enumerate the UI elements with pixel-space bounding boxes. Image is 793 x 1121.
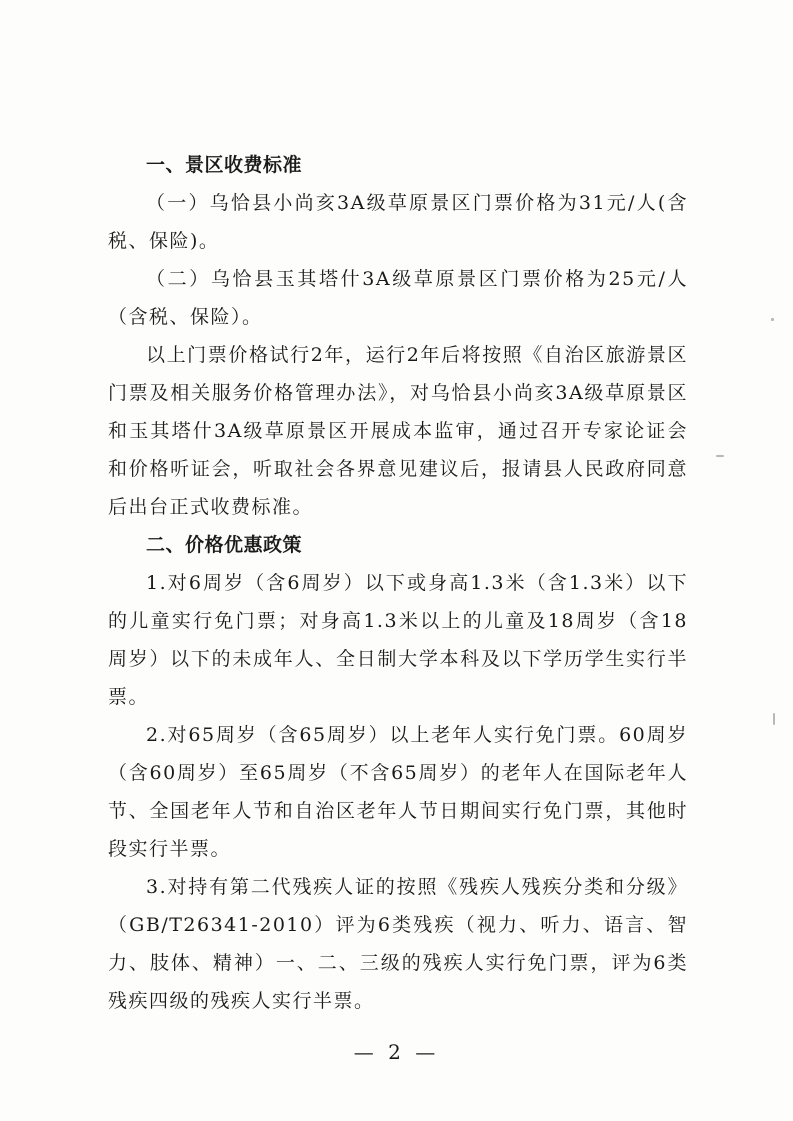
paragraph-disabled-policy: 3.对持有第二代残疾人证的按照《残疾人残疾分类和分级》（GB/T26341-2010）评为6类残疾（视力、听力、语言、智力、肢体、精神）一、二、三级的残疾人实行免门票，评为6类残疾四级的残疾人实行半票。 — [108, 876, 688, 1012]
document-body — [108, 146, 688, 1020]
scan-artifact — [773, 713, 775, 725]
section-heading-discounts: 二、价格优惠政策 — [146, 534, 303, 556]
paragraph-children-policy: 1.对6周岁（含6周岁）以下或身高1.3米（含1.3米）以下的儿童实行免门票；对身高1.3米以上的儿童及18周岁（含18周岁）以下的未成年人、全日制大学本科及以下学历学生实行半票。 — [108, 572, 688, 708]
page-number: — 2 — — [353, 1040, 440, 1064]
paragraph-elderly-policy: 2.对65周岁（含65周岁）以上老年人实行免门票。60周岁（含60周岁）至65周岁（不含65周岁）的老年人在国际老年人节、全国老年人节和自治区老年人节日期间实行免门票，其他时段实行半票。 — [108, 724, 688, 860]
section-heading-fees: 一、景区收费标准 — [146, 154, 303, 176]
paragraph-xiaoshanghai-price: （一）乌恰县小尚亥3A级草原景区门票价格为31元/人(含税、保险)。 — [108, 192, 688, 252]
scan-artifact — [771, 318, 774, 321]
paragraph-yuqitashi-price: （二）乌恰县玉其塔什3A级草原景区门票价格为25元/人（含税、保险）。 — [108, 268, 688, 328]
scan-artifact — [716, 455, 724, 457]
paragraph-trial-period: 以上门票价格试行2年，运行2年后将按照《自治区旅游景区门票及相关服务价格管理办法》，对乌恰县小尚亥3A级草原景区和玉其塔什3A级草原景区开展成本监审，通过召开专家论证会和价格听证会，听取社会各界意见建议后，报请县人民政府同意后出台正式收费标准。 — [108, 344, 688, 518]
